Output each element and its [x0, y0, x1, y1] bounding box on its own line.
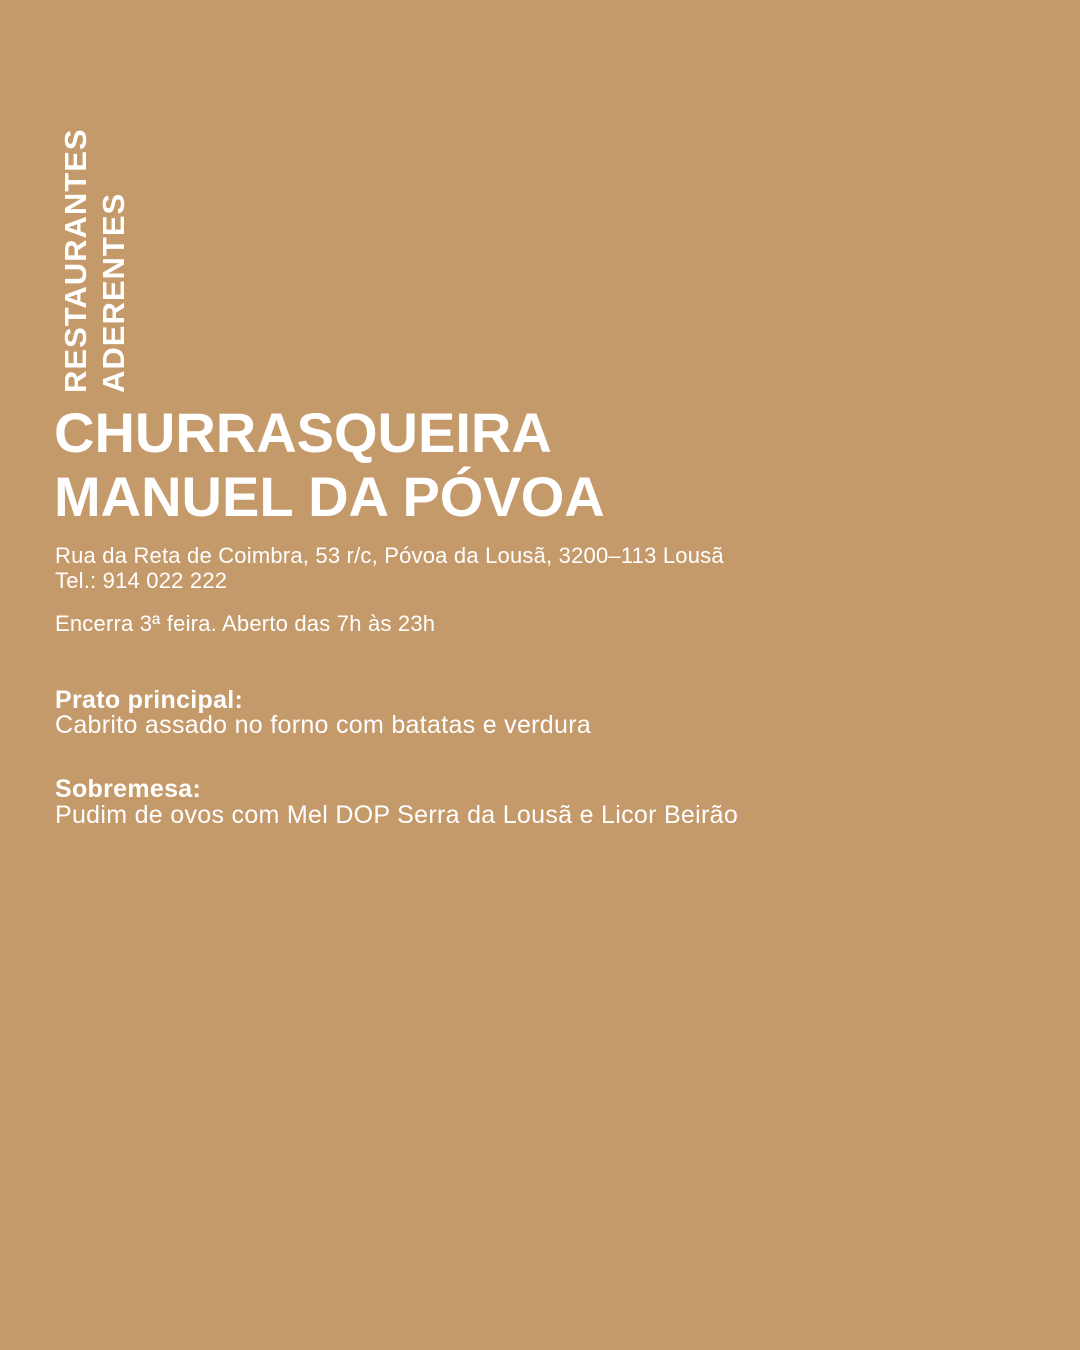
restaurant-name-line2: MANUEL DA PÓVOA [54, 465, 605, 528]
kicker-line-restaurantes: RESTAURANTES [58, 128, 93, 393]
dessert-label: Sobremesa: [55, 775, 202, 803]
restaurant-name-line1: CHURRASQUEIRA [54, 401, 552, 464]
contact-block [55, 543, 724, 593]
restaurant-phone: Tel.: 914 022 222 [55, 568, 228, 593]
dessert-text: Pudim de ovos com Mel DOP Serra da Lousã e Licor Beirão [55, 801, 739, 829]
restaurant-schedule: Encerra 3ª feira. Aberto das 7h às 23h [55, 611, 436, 636]
main-course-text: Cabrito assado no forno com batatas e verdura [55, 711, 592, 739]
restaurant-name [54, 401, 605, 529]
kicker-vertical-label [57, 128, 133, 393]
main-course-label: Prato principal: [55, 686, 244, 714]
restaurant-address: Rua da Reta de Coimbra, 53 r/c, Póvoa da Lousã, 3200–113 Lousã [55, 543, 724, 568]
kicker-line-aderentes: ADERENTES [96, 192, 131, 393]
